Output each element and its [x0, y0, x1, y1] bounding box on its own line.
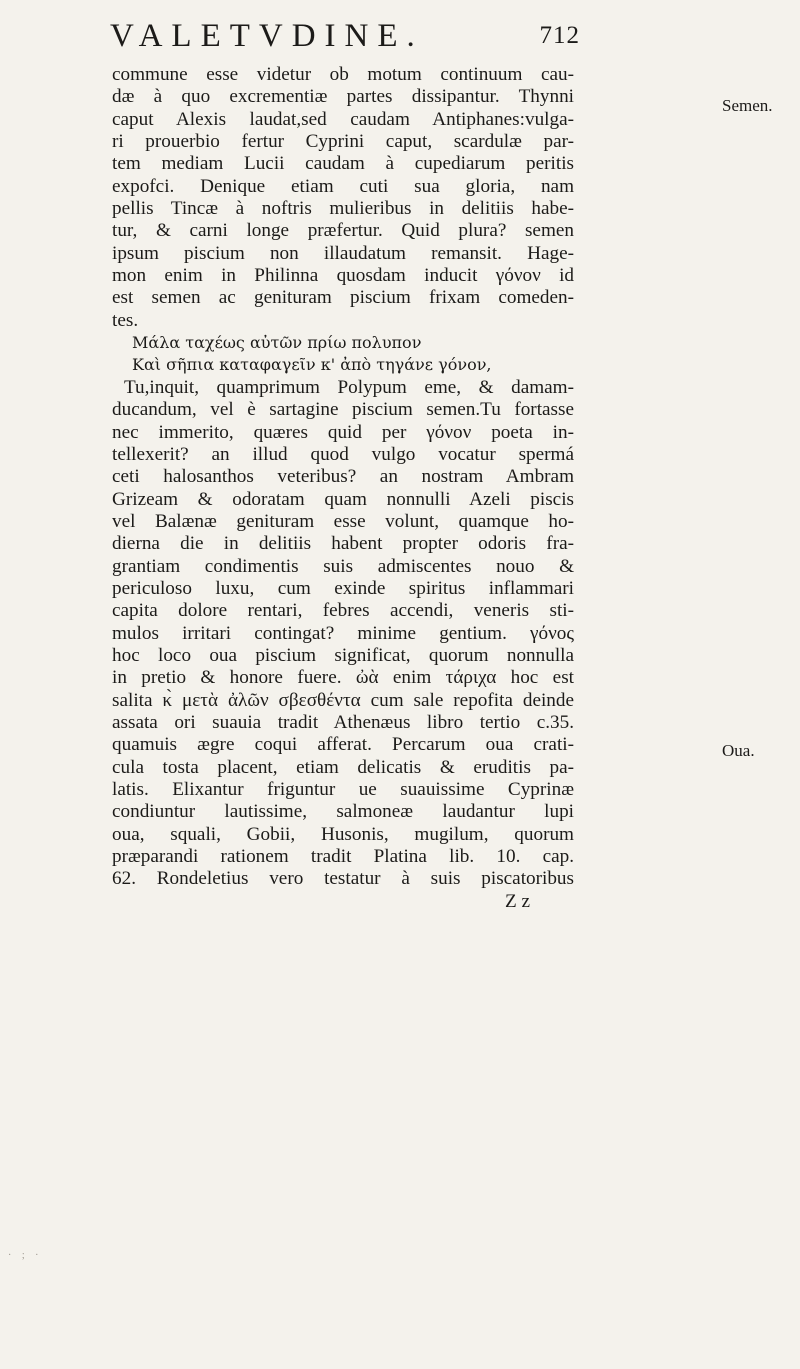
page-header: [110, 18, 580, 62]
text-line: quamuis ægre coqui afferat. Percarum oua crati-: [112, 734, 574, 756]
text-line: 62. Rondeletius vero testatur à suis piscatoribus: [112, 868, 574, 890]
text-line: est semen ac genituram piscium frixam comeden-: [112, 287, 574, 309]
text-line: mon enim in Philinna quosdam inducit γόνον id: [112, 265, 574, 287]
text-line: hoc loco oua piscium significat, quorum nonnulla: [112, 644, 574, 666]
text-line: tur, & carni longe præfertur. Quid plura? semen: [112, 220, 574, 242]
text-line: grantiam condimentis suis admiscentes nouo &: [112, 555, 574, 577]
paper-speckle: · ; ·: [8, 1250, 43, 1261]
text-line: oua, squali, Gobii, Husonis, mugilum, quorum: [112, 823, 574, 845]
margin-note-semen: Semen.: [722, 96, 773, 115]
text-line: assata ori suauia tradit Athenæus libro tertio c.35.: [112, 711, 574, 733]
text-line: in pretio & honore fuere. ὠὰ enim τάριχα hoc est: [112, 667, 574, 689]
greek-verse-line: Καὶ σῆπια καταφαγεῖν κ' ἀπὸ τηγάνε γόνον,: [132, 355, 492, 375]
text-line: vel Balænæ genituram esse volunt, quamque ho-: [112, 510, 574, 532]
text-line: tem mediam Lucii caudam à cupediarum peritis: [112, 153, 574, 175]
catchword: Z z: [504, 890, 530, 912]
text-line: ceti halosanthos veteribus? an nostram Ambram: [112, 466, 574, 488]
text-line: condiuntur lautissime, salmoneæ laudantur lupi: [112, 801, 574, 823]
text-line: commune esse videtur ob motum continuum cau-: [112, 64, 574, 85]
text-line: Tu,inquit, quamprimum Polypum eme, & damam-: [124, 376, 574, 398]
text-line: nec immerito, quæres quid per γόνον poeta in-: [112, 421, 574, 443]
text-line: dæ à quo excrementiæ partes dissipantur. Thynni: [112, 86, 574, 108]
margin-note-oua: Oua.: [722, 741, 755, 760]
text-line: Grizeam & odoratam quam nonnulli Azeli piscis: [112, 488, 574, 510]
text-line: ri prouerbio fertur Cyprini caput, scardulæ par-: [112, 131, 574, 153]
text-line: præparandi rationem tradit Platina lib. 10. cap.: [112, 846, 574, 868]
text-line: mulos irritari contingat? minime gentium. γόνος: [112, 622, 574, 644]
greek-verse-line: Μάλα ταχέως αὐτῶν πρίω πολυπον: [132, 333, 422, 353]
body-text: [112, 64, 574, 913]
text-line: cula tosta placent, etiam delicatis & eruditis pa-: [112, 756, 574, 778]
running-head: VALETVDINE.: [110, 18, 424, 54]
text-line: ducandum, vel è sartagine piscium semen.Tu fortasse: [112, 399, 574, 421]
text-line: pellis Tincæ à noftris mulieribus in delitiis habe-: [112, 198, 574, 220]
text-line: ipsum piscium non illaudatum remansit. Hage-: [112, 242, 574, 264]
text-line: salita κ̀ μετὰ ἀλῶν σβεσθέντα cum sale repofita deinde: [112, 689, 574, 711]
text-line: periculoso luxu, cum exinde spiritus inflammari: [112, 577, 574, 599]
text-line: caput Alexis laudat,sed caudam Antiphanes:vulga-: [112, 108, 574, 130]
text-line: tes.: [112, 309, 139, 331]
text-line: tellexerit? an illud quod vulgo vocatur spermá: [112, 443, 574, 465]
text-line: capita dolore rentari, febres accendi, veneris sti-: [112, 600, 574, 622]
text-line: dierna die in delitiis habent propter odoris fra-: [112, 533, 574, 555]
text-line: expofci. Denique etiam cuti sua gloria, nam: [112, 175, 574, 197]
page-number: 712: [539, 22, 580, 49]
text-line: latis. Elixantur friguntur ue suauissime Cyprinæ: [112, 779, 574, 800]
